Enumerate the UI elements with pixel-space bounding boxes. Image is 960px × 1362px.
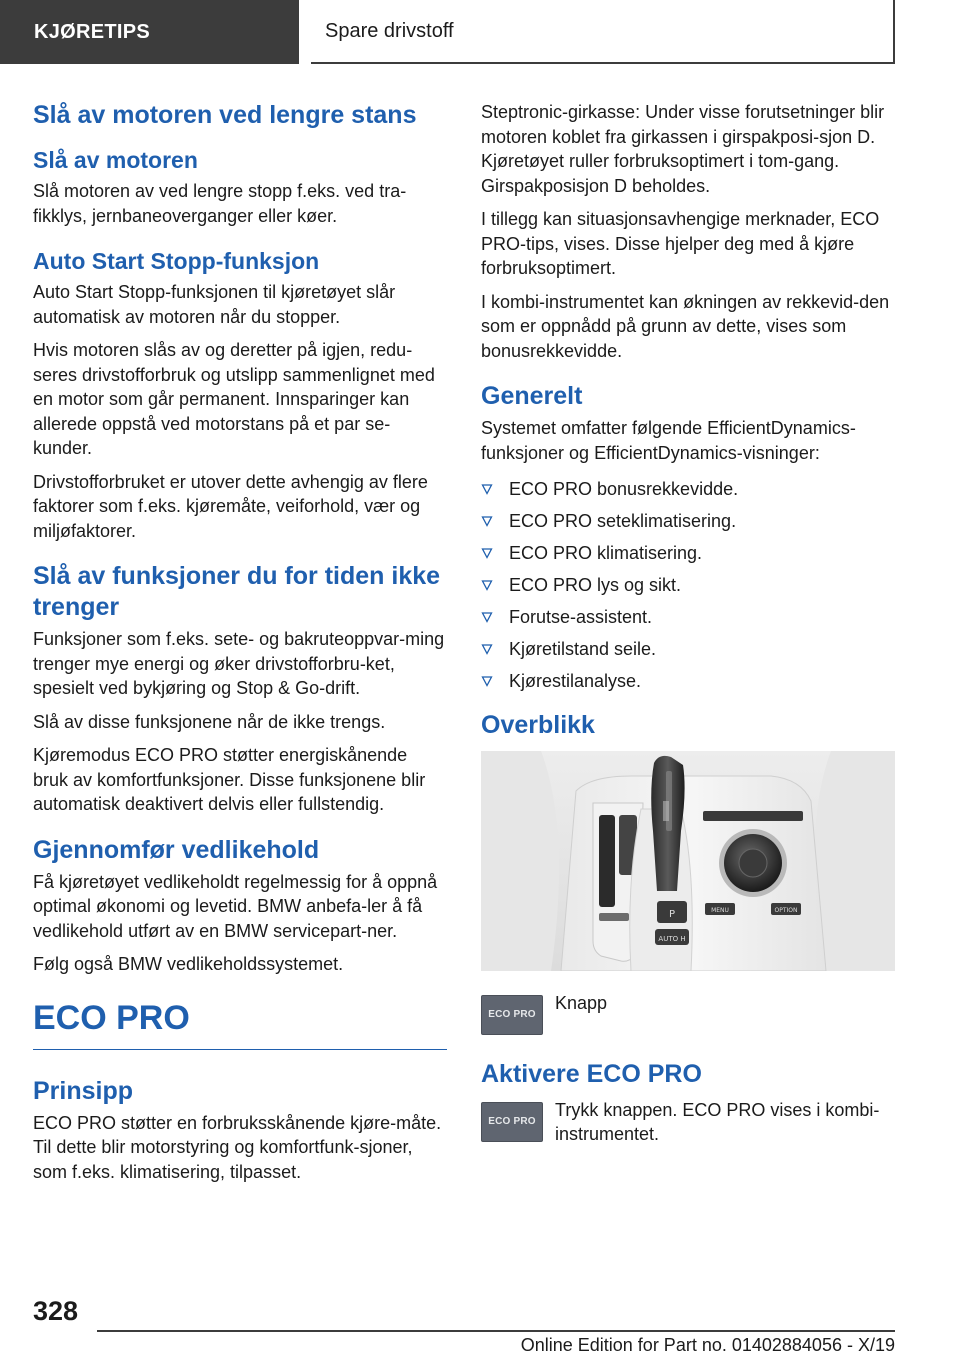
auto-hold-label: AUTO H xyxy=(658,934,686,943)
heading-stop-engine: Slå av motoren xyxy=(33,147,198,173)
triangle-bullet-icon xyxy=(481,541,509,565)
text-principle: ECO PRO støtter en forbruksskånende kjøre-måte. Til dette blir motorstyring og komfortfunk-sjoner, som f.eks. klimatisering, tilpasset. xyxy=(33,1112,442,1182)
list-item: ECO PRO bonusrekkevidde. xyxy=(481,477,895,502)
text-func-3: Kjøremodus ECO PRO støtter energiskånende bruk av komfortfunksjoner. Disse funksjonene blir automatisk deaktivert delvis eller fullstendig. xyxy=(33,745,426,814)
text-func-1: Funksjoner som f.eks. sete- og bakruteoppvar-ming trenger mye energi og øker drivstofforbru-ket, spesielt ved bykjøring og Stop & Go-drift. xyxy=(33,629,445,698)
text-eco-tips: I tillegg kan situasjonsavhengige merknader, ECO PRO-tips, vises. Disse hjelper deg med å kjøre forbruksoptimert. xyxy=(481,209,880,278)
button-legend-row xyxy=(481,991,895,1035)
heading-principle: Prinsipp xyxy=(33,1076,134,1105)
option-button-label: OPTION xyxy=(774,906,798,914)
heading-overview: Overblikk xyxy=(481,710,595,739)
text-maint-2: Følg også BMW vedlikeholdssystemet. xyxy=(33,954,344,974)
right-column xyxy=(481,100,895,1161)
eco-pro-button-icon: ECO PRO xyxy=(481,1102,543,1142)
heading-maintenance: Gjennomfør vedlikehold xyxy=(33,835,320,864)
footer-divider xyxy=(97,1330,895,1332)
text-maint-1: Få kjøretøyet vedlikeholdt regelmessig for å oppnå optimal økonomi og levetid. BMW anbefa-ler å få vedlikehold utført av en BMW servicepart-ner. xyxy=(33,871,438,941)
triangle-bullet-icon xyxy=(481,605,509,629)
text-func-2: Slå av disse funksjonene når de ikke trengs. xyxy=(33,711,386,732)
menu-button-label: MENU xyxy=(711,906,729,914)
page-number: 328 xyxy=(33,1296,79,1326)
list-item: Kjøretilstand seile. xyxy=(481,637,895,662)
list-item: ECO PRO klimatisering. xyxy=(481,541,895,566)
heading-auto-start-stop: Auto Start Stopp-funksjon xyxy=(33,248,320,274)
list-item: Kjørestilanalyse. xyxy=(481,669,895,694)
footer-edition: Online Edition for Part no. 01402884056 - X/19 xyxy=(520,1335,895,1355)
header-topic-label: Spare drivstoff xyxy=(311,0,895,64)
header-section-label: KJØRETIPS xyxy=(0,0,299,64)
triangle-bullet-icon xyxy=(481,669,509,693)
park-button-label: P xyxy=(668,908,676,920)
triangle-bullet-icon xyxy=(481,477,509,501)
heading-turn-off-functions: Slå av funksjoner du for tiden ikke trenger xyxy=(33,562,441,621)
activate-row xyxy=(481,1098,895,1147)
list-item: ECO PRO seteklimatisering. xyxy=(481,509,895,534)
text-button-caption: Knapp xyxy=(555,992,608,1013)
triangle-bullet-icon xyxy=(481,573,509,597)
heading-activate-eco-pro: Aktivere ECO PRO xyxy=(481,1059,702,1088)
text-steptronic: Steptronic-girkasse: Under visse forutsetninger blir motoren koblet fra girkassen i girspakposi-sjon D. Kjøretøyet ruller forbruksoptimert i tom-gang. Girspakposisjon D beholdes. xyxy=(481,102,885,196)
left-column xyxy=(33,100,447,1193)
text-auto-2: Hvis motoren slås av og deretter på igjen, redu-seres drivstofforbruk og utslipp sammenlignet med en motor som går permanent. Innsparinger kan allerede oppstå ved motorstans på et par se-kunder. xyxy=(33,340,435,458)
list-item: Forutse-assistent. xyxy=(481,605,895,630)
text-stop-engine: Slå motoren av ved lengre stopp f.eks. ved tra-fikklys, jernbaneoverganger eller køer. xyxy=(33,181,407,226)
text-general: Systemet omfatter følgende EfficientDynamics-funksjoner og EfficientDynamics-visninger: xyxy=(481,418,856,463)
text-bonus-range: I kombi-instrumentet kan økningen av rekkevid-den som er oppnådd på grunn av dette, vises som bonusrekkevidde. xyxy=(481,291,890,361)
triangle-bullet-icon xyxy=(481,637,509,661)
triangle-bullet-icon xyxy=(481,509,509,533)
text-auto-1: Auto Start Stopp-funksjonen til kjøretøyet slår automatisk av motoren når du stopper. xyxy=(33,282,396,327)
chapter-title-eco-pro: ECO PRO xyxy=(33,997,447,1050)
text-auto-3: Drivstofforbruket er utover dette avhengig av flere faktorer som f.eks. kjøremåte, veiforhold, vær og miljøfaktorer. xyxy=(33,471,428,541)
center-console-photo xyxy=(481,751,895,971)
eco-pro-button-icon: ECO PRO xyxy=(481,995,543,1035)
text-activate: Trykk knappen. ECO PRO vises i kombi-instrumentet. xyxy=(555,1099,880,1144)
efficient-dynamics-list xyxy=(481,477,895,694)
heading-general: Generelt xyxy=(481,382,583,410)
list-item: ECO PRO lys og sikt. xyxy=(481,573,895,598)
heading-stop-engine-long: Slå av motoren ved lengre stans xyxy=(33,101,417,129)
